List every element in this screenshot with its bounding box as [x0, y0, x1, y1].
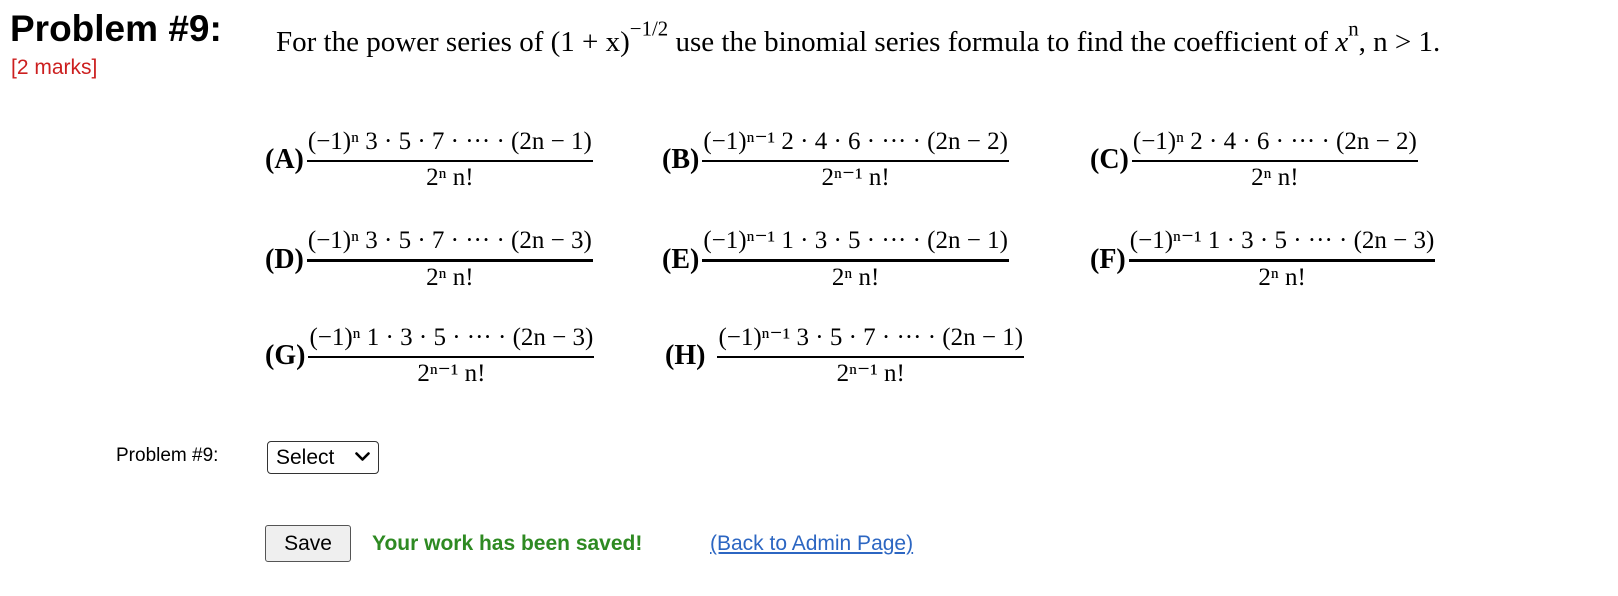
option-f	[1090, 227, 1435, 293]
option-g-denominator: 2ⁿ⁻¹ n!	[417, 359, 486, 387]
option-h-label: (H)	[665, 340, 706, 372]
option-g-fraction	[308, 324, 594, 389]
option-g-label: (G)	[265, 340, 306, 372]
answer-label: Problem #9:	[116, 445, 219, 466]
option-f-label: (F)	[1090, 243, 1126, 275]
option-b-label: (B)	[662, 144, 700, 176]
option-h-fraction	[717, 324, 1024, 389]
question-middle: use the binomial series formula to find the coefficient of	[668, 26, 1336, 58]
option-b-fraction	[702, 128, 1009, 193]
question-var: x	[1335, 26, 1349, 58]
save-button[interactable]: Save	[265, 525, 351, 562]
option-a	[265, 128, 593, 193]
option-d-numerator: (−1)ⁿ 3 · 5 · 7 · ··· · (2n − 3)	[307, 227, 592, 254]
option-e	[662, 227, 1009, 293]
option-d-fraction	[307, 227, 593, 293]
option-e-numerator: (−1)ⁿ⁻¹ 1 · 3 · 5 · ··· · (2n − 1)	[703, 227, 1008, 254]
saved-message: Your work has been saved!	[372, 532, 643, 555]
option-f-numerator: (−1)ⁿ⁻¹ 1 · 3 · 5 · ··· · (2n − 3)	[1129, 227, 1435, 254]
option-h-numerator: (−1)ⁿ⁻¹ 3 · 5 · 7 · ··· · (2n − 1)	[718, 324, 1024, 351]
question-suffix: , n > 1.	[1358, 26, 1441, 58]
option-h	[665, 324, 1024, 389]
option-g	[265, 324, 594, 389]
option-c-numerator: (−1)ⁿ 2 · 4 · 6 · ··· · (2n − 2)	[1132, 128, 1417, 155]
option-e-denominator: 2ⁿ n!	[831, 263, 880, 291]
option-g-numerator: (−1)ⁿ 1 · 3 · 5 · ··· · (2n − 3)	[309, 324, 594, 351]
marks-label: [2 marks]	[11, 56, 98, 79]
option-b-numerator: (−1)ⁿ⁻¹ 2 · 4 · 6 · ··· · (2n − 2)	[703, 128, 1008, 155]
option-f-fraction	[1129, 227, 1436, 293]
option-c-fraction	[1132, 128, 1418, 193]
option-a-fraction	[307, 128, 593, 193]
option-d-label: (D)	[265, 243, 304, 275]
question-var-exponent: n	[1348, 16, 1359, 41]
option-c-label: (C)	[1090, 144, 1129, 176]
question-text	[276, 16, 1441, 60]
option-c	[1090, 128, 1418, 193]
problem-title: Problem #9:	[10, 8, 222, 49]
option-e-fraction	[702, 227, 1009, 293]
option-b-denominator: 2ⁿ⁻¹ n!	[821, 163, 890, 191]
option-f-denominator: 2ⁿ n!	[1258, 263, 1306, 291]
option-a-label: (A)	[265, 144, 304, 176]
option-a-denominator: 2ⁿ n!	[426, 163, 474, 191]
question-prefix: For the power series of (1 + x)	[276, 26, 630, 58]
option-h-denominator: 2ⁿ⁻¹ n!	[836, 359, 905, 387]
option-a-numerator: (−1)ⁿ 3 · 5 · 7 · ··· · (2n − 1)	[307, 128, 592, 155]
chevron-down-icon	[355, 449, 370, 466]
option-d-denominator: 2ⁿ n!	[426, 263, 474, 291]
option-d	[265, 227, 593, 293]
answer-select[interactable]	[267, 441, 379, 474]
option-c-denominator: 2ⁿ n!	[1251, 163, 1299, 191]
select-value: Select	[276, 445, 335, 469]
option-e-label: (E)	[662, 243, 700, 275]
option-b	[662, 128, 1009, 193]
back-to-admin-link[interactable]: (Back to Admin Page)	[710, 532, 914, 555]
question-exponent: −1/2	[629, 16, 669, 41]
